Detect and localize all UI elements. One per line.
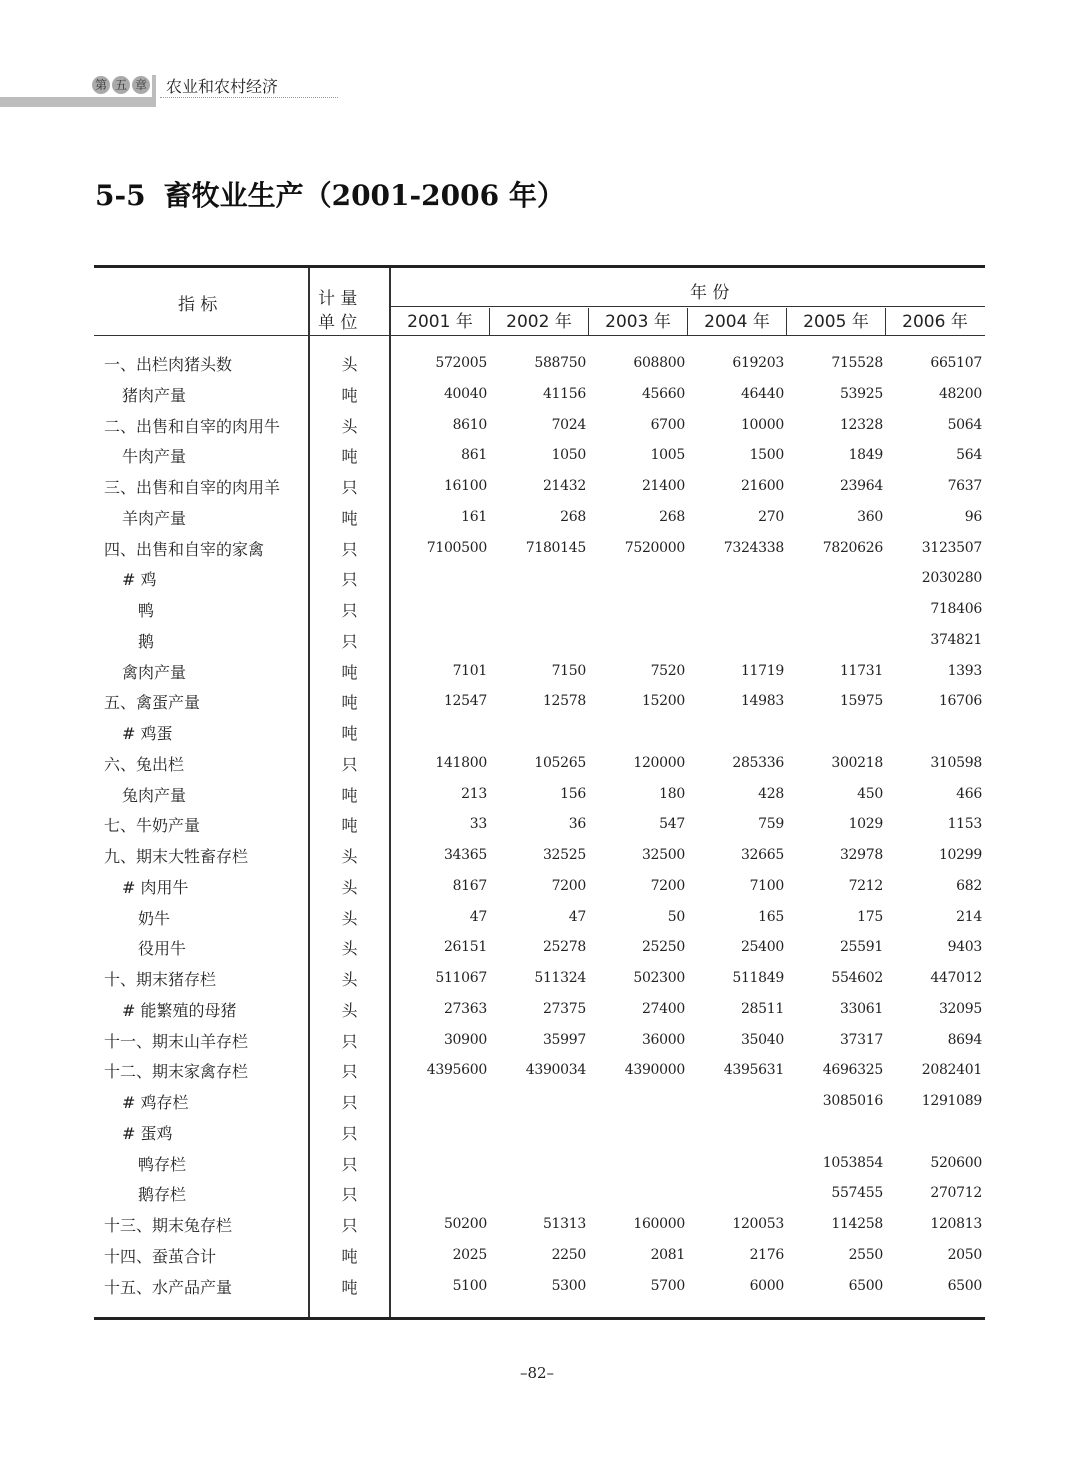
cell-value: 1849	[848, 447, 883, 464]
cell-value: 141800	[435, 754, 487, 771]
cell-value: 7024	[551, 416, 586, 433]
row-unit: 吨	[341, 693, 358, 713]
header-rule	[160, 97, 338, 98]
row-unit: 只	[341, 539, 358, 559]
cell-value: 511849	[732, 970, 784, 986]
cell-value: 7200	[551, 877, 586, 894]
table-row	[94, 750, 985, 780]
header-unit-line1: 计 量	[318, 289, 358, 309]
cell-value: 32500	[641, 847, 685, 863]
table-row	[94, 873, 985, 903]
row-unit: 只	[341, 570, 358, 590]
cell-value: 2176	[749, 1246, 784, 1263]
row-unit: 吨	[341, 662, 358, 682]
page-number: –82–	[519, 1364, 555, 1382]
table-row	[94, 965, 985, 995]
header-indicator: 指 标	[178, 295, 218, 315]
row-label: 鸭	[138, 601, 155, 620]
cell-value: 1393	[947, 662, 982, 679]
year-header: 2003 年	[605, 312, 671, 332]
cell-value: 682	[956, 877, 982, 894]
row-unit: 只	[341, 601, 358, 620]
cell-value: 37317	[839, 1031, 883, 1048]
row-label: 牛肉产量	[122, 447, 187, 467]
cell-value: 8694	[947, 1031, 982, 1048]
table-row	[94, 719, 985, 749]
row-label: 鹅	[138, 631, 155, 651]
row-unit: 只	[341, 1093, 358, 1112]
row-label: 猪肉产量	[122, 385, 187, 405]
header-unit-line2: 单 位	[318, 313, 358, 333]
cell-value: 7100	[749, 877, 784, 894]
cell-value: 50200	[443, 1216, 487, 1232]
cell-value: 12578	[542, 693, 586, 710]
cell-value: 619203	[732, 355, 784, 371]
cell-value: 7212	[848, 877, 883, 894]
cell-value: 23964	[839, 478, 883, 494]
table-row	[94, 1180, 985, 1210]
table-row	[94, 1027, 985, 1057]
year-divider	[588, 308, 589, 336]
table-row	[94, 904, 985, 934]
cell-value: 48200	[938, 385, 982, 402]
cell-value: 32978	[839, 847, 883, 863]
year-divider	[786, 308, 787, 336]
cell-value: 6700	[650, 416, 685, 433]
cell-value: 25400	[740, 939, 784, 956]
row-label: 十三、期末兔存栏	[104, 1216, 233, 1235]
cell-value: 2050	[947, 1246, 982, 1263]
table-row	[94, 781, 985, 811]
cell-value: 10299	[938, 847, 982, 863]
row-label: 五、禽蛋产量	[104, 693, 201, 713]
cell-value: 7637	[947, 478, 982, 494]
cell-value: 25591	[839, 939, 883, 956]
row-label: 十一、期末山羊存栏	[104, 1031, 249, 1051]
cell-value: 46440	[740, 385, 784, 402]
cell-value: 47	[469, 908, 487, 925]
cell-value: 715528	[831, 355, 883, 371]
row-unit: 只	[341, 754, 358, 774]
table-row	[94, 688, 985, 718]
table-row	[94, 842, 985, 872]
row-label: # 鸡	[122, 570, 157, 590]
cell-value: 7324338	[723, 539, 784, 556]
table-row	[94, 350, 985, 380]
cell-value: 35040	[740, 1031, 784, 1048]
cell-value: 1291089	[921, 1093, 982, 1109]
chapter-badge-char: 章	[132, 76, 150, 94]
cell-value: 360	[857, 508, 883, 525]
table-title-text: 畜牧业生产（2001-2006 年）	[163, 179, 565, 212]
cell-value: 7200	[650, 877, 685, 894]
cell-value: 96	[964, 508, 982, 525]
row-label: 羊肉产量	[122, 508, 187, 528]
row-label: 三、出售和自宰的肉用羊	[104, 478, 281, 497]
cell-value: 547	[659, 816, 685, 833]
cell-value: 1050	[551, 447, 586, 464]
cell-value: 520600	[930, 1154, 982, 1171]
chapter-title: 农业和农村经济	[166, 77, 279, 96]
cell-value: 1005	[650, 447, 685, 464]
table-row	[94, 596, 985, 626]
row-unit: 头	[341, 847, 358, 866]
chapter-badge-char: 五	[112, 76, 130, 94]
row-label: 十、期末猪存栏	[104, 970, 217, 989]
cell-value: 5064	[947, 416, 982, 433]
year-header: 2001 年	[407, 312, 473, 332]
row-label: 十四、蚕茧合计	[104, 1246, 217, 1266]
table-row	[94, 473, 985, 503]
cell-value: 14983	[740, 693, 784, 710]
cell-value: 114258	[831, 1216, 883, 1232]
cell-value: 665107	[930, 355, 982, 371]
cell-value: 7520000	[624, 539, 685, 556]
cell-value: 4390034	[525, 1062, 586, 1079]
row-unit: 头	[341, 877, 358, 897]
table-row	[94, 627, 985, 657]
row-unit: 吨	[341, 447, 358, 467]
row-unit: 只	[341, 478, 358, 497]
cell-value: 6500	[947, 1277, 982, 1294]
livestock-table	[94, 265, 985, 1320]
header-divider	[390, 306, 985, 307]
cell-value: 32525	[542, 847, 586, 863]
cell-value: 36	[568, 816, 586, 833]
row-unit: 头	[341, 1000, 358, 1020]
row-unit: 只	[341, 631, 358, 651]
table-row	[94, 658, 985, 688]
cell-value: 25278	[542, 939, 586, 956]
cell-value: 2081	[650, 1246, 685, 1263]
row-label: 鸭存栏	[138, 1154, 187, 1174]
cell-value: 5700	[650, 1277, 685, 1294]
cell-value: 7101	[452, 662, 487, 679]
cell-value: 160000	[633, 1216, 685, 1232]
cell-value: 554602	[831, 970, 883, 986]
cell-value: 32095	[938, 1000, 982, 1017]
row-label: # 肉用牛	[122, 877, 189, 897]
cell-value: 50	[667, 908, 685, 925]
cell-value: 105265	[534, 754, 586, 771]
row-unit: 吨	[341, 385, 358, 405]
cell-value: 7150	[551, 662, 586, 679]
cell-value: 502300	[633, 970, 685, 986]
cell-value: 2082401	[921, 1062, 982, 1079]
cell-value: 45660	[641, 385, 685, 402]
cell-value: 718406	[930, 601, 982, 617]
table-row	[94, 1057, 985, 1087]
table-row	[94, 442, 985, 472]
header-year-group: 年 份	[690, 283, 730, 303]
cell-value: 5300	[551, 1277, 586, 1294]
cell-value: 35997	[542, 1031, 586, 1048]
cell-value: 285336	[732, 754, 784, 771]
row-label: 一、出栏肉猪头数	[104, 355, 233, 374]
cell-value: 25250	[641, 939, 685, 956]
row-label: 役用牛	[138, 939, 187, 959]
cell-value: 374821	[930, 631, 982, 648]
cell-value: 120813	[930, 1216, 982, 1232]
cell-value: 4395631	[723, 1062, 784, 1079]
cell-value: 53925	[839, 385, 883, 402]
row-label: 兔肉产量	[122, 785, 187, 805]
cell-value: 16100	[443, 478, 487, 494]
chapter-badge-char: 第	[92, 76, 110, 94]
cell-value: 12547	[443, 693, 487, 710]
table-row	[94, 1150, 985, 1180]
row-unit: 只	[341, 1031, 358, 1051]
cell-value: 268	[659, 508, 685, 525]
row-unit: 吨	[341, 816, 358, 836]
row-unit: 吨	[341, 724, 358, 743]
cell-value: 608800	[633, 355, 685, 371]
row-label: 十五、水产品产量	[104, 1277, 233, 1297]
year-header: 2006 年	[902, 312, 968, 332]
cell-value: 7520	[650, 662, 685, 679]
cell-value: 310598	[930, 754, 982, 771]
table-row	[94, 1211, 985, 1241]
row-unit: 只	[341, 1154, 358, 1174]
cell-value: 26151	[443, 939, 487, 956]
cell-value: 33	[469, 816, 487, 833]
cell-value: 12328	[839, 416, 883, 433]
row-unit: 头	[341, 939, 358, 959]
cell-value: 161	[461, 508, 487, 525]
cell-value: 9403	[947, 939, 982, 956]
cell-value: 466	[956, 785, 982, 802]
cell-value: 2030280	[921, 570, 982, 587]
cell-value: 2550	[848, 1246, 883, 1263]
row-unit: 吨	[341, 785, 358, 805]
row-label: # 鸡蛋	[122, 724, 173, 743]
year-divider	[885, 308, 886, 336]
cell-value: 6000	[749, 1277, 784, 1294]
row-label: 六、兔出栏	[104, 754, 185, 774]
cell-value: 759	[758, 816, 784, 833]
cell-value: 2025	[452, 1246, 487, 1263]
cell-value: 180	[659, 785, 685, 802]
cell-value: 15975	[839, 693, 883, 710]
row-label: 七、牛奶产量	[104, 816, 201, 836]
cell-value: 588750	[534, 355, 586, 371]
cell-value: 21600	[740, 478, 784, 494]
table-row	[94, 1119, 985, 1149]
cell-value: 270	[758, 508, 784, 525]
cell-value: 36000	[641, 1031, 685, 1048]
cell-value: 214	[956, 908, 982, 925]
cell-value: 7100500	[426, 539, 487, 556]
cell-value: 4390000	[624, 1062, 685, 1079]
cell-value: 450	[857, 785, 883, 802]
cell-value: 10000	[740, 416, 784, 433]
row-label: # 蛋鸡	[122, 1123, 173, 1143]
cell-value: 511067	[435, 970, 487, 986]
cell-value: 4696325	[822, 1062, 883, 1079]
cell-value: 564	[956, 447, 982, 464]
cell-value: 447012	[930, 970, 982, 986]
table-title	[95, 174, 565, 214]
cell-value: 557455	[831, 1185, 883, 1202]
table-row	[94, 1273, 985, 1303]
cell-value: 1500	[749, 447, 784, 464]
table-row	[94, 535, 985, 565]
cell-value: 21400	[641, 478, 685, 494]
cell-value: 861	[461, 447, 487, 464]
cell-value: 428	[758, 785, 784, 802]
cell-value: 165	[758, 908, 784, 925]
cell-value: 270712	[930, 1185, 982, 1202]
chapter-badge	[92, 76, 150, 94]
cell-value: 51313	[542, 1216, 586, 1232]
row-unit: 头	[341, 355, 358, 374]
cell-value: 11719	[740, 662, 784, 679]
cell-value: 213	[461, 785, 487, 802]
row-unit: 吨	[341, 1277, 358, 1297]
year-header: 2004 年	[704, 312, 770, 332]
cell-value: 300218	[831, 754, 883, 771]
header-decor-bar	[0, 97, 155, 107]
row-label: 鹅存栏	[138, 1185, 187, 1205]
table-number: 5-5	[95, 179, 146, 212]
row-unit: 头	[341, 908, 358, 928]
cell-value: 175	[857, 908, 883, 925]
cell-value: 28511	[740, 1000, 784, 1017]
cell-value: 21432	[542, 478, 586, 494]
cell-value: 2250	[551, 1246, 586, 1263]
table-row	[94, 381, 985, 411]
cell-value: 16706	[938, 693, 982, 710]
year-divider	[489, 308, 490, 336]
table-row	[94, 996, 985, 1026]
row-unit: 头	[341, 416, 358, 436]
row-unit: 吨	[341, 1246, 358, 1266]
row-label: 二、出售和自宰的肉用牛	[104, 416, 281, 436]
cell-value: 27400	[641, 1000, 685, 1017]
cell-value: 11731	[839, 662, 883, 679]
cell-value: 6500	[848, 1277, 883, 1294]
row-label: # 能繁殖的母猪	[122, 1000, 237, 1020]
cell-value: 1153	[947, 816, 982, 833]
cell-value: 156	[560, 785, 586, 802]
row-unit: 只	[341, 1123, 358, 1143]
cell-value: 7180145	[525, 539, 586, 556]
table-row	[94, 1088, 985, 1118]
cell-value: 4395600	[426, 1062, 487, 1079]
cell-value: 1053854	[822, 1154, 883, 1171]
table-row	[94, 811, 985, 841]
cell-value: 34365	[443, 847, 487, 863]
cell-value: 120000	[633, 754, 685, 771]
row-label: # 鸡存栏	[122, 1093, 189, 1112]
cell-value: 120053	[732, 1216, 784, 1232]
cell-value: 8610	[452, 416, 487, 433]
cell-value: 5100	[452, 1277, 487, 1294]
cell-value: 27375	[542, 1000, 586, 1017]
cell-value: 3085016	[822, 1093, 883, 1109]
row-unit: 只	[341, 1062, 358, 1082]
cell-value: 27363	[443, 1000, 487, 1017]
table-row	[94, 504, 985, 534]
cell-value: 8167	[452, 877, 487, 894]
cell-value: 47	[568, 908, 586, 925]
row-unit: 只	[341, 1185, 358, 1205]
cell-value: 511324	[534, 970, 586, 986]
cell-value: 41156	[542, 385, 586, 402]
cell-value: 33061	[839, 1000, 883, 1017]
cell-value: 30900	[443, 1031, 487, 1048]
row-label: 九、期末大牲畜存栏	[104, 847, 249, 866]
table-row	[94, 1242, 985, 1272]
table-row	[94, 934, 985, 964]
row-unit: 吨	[341, 508, 358, 528]
table-row	[94, 565, 985, 595]
cell-value: 572005	[435, 355, 487, 371]
cell-value: 32665	[740, 847, 784, 863]
year-header: 2002 年	[506, 312, 572, 332]
year-header: 2005 年	[803, 312, 869, 332]
cell-value: 15200	[641, 693, 685, 710]
cell-value: 7820626	[822, 539, 883, 556]
row-label: 四、出售和自宰的家禽	[104, 539, 265, 559]
row-label: 奶牛	[138, 908, 171, 928]
cell-value: 268	[560, 508, 586, 525]
table-row	[94, 412, 985, 442]
row-unit: 只	[341, 1216, 358, 1235]
header-decor-divider	[152, 75, 156, 107]
cell-value: 1029	[848, 816, 883, 833]
cell-value: 3123507	[921, 539, 982, 556]
row-label: 禽肉产量	[122, 662, 187, 682]
row-unit: 头	[341, 970, 358, 989]
row-label: 十二、期末家禽存栏	[104, 1062, 249, 1082]
year-divider	[687, 308, 688, 336]
cell-value: 40040	[443, 385, 487, 402]
